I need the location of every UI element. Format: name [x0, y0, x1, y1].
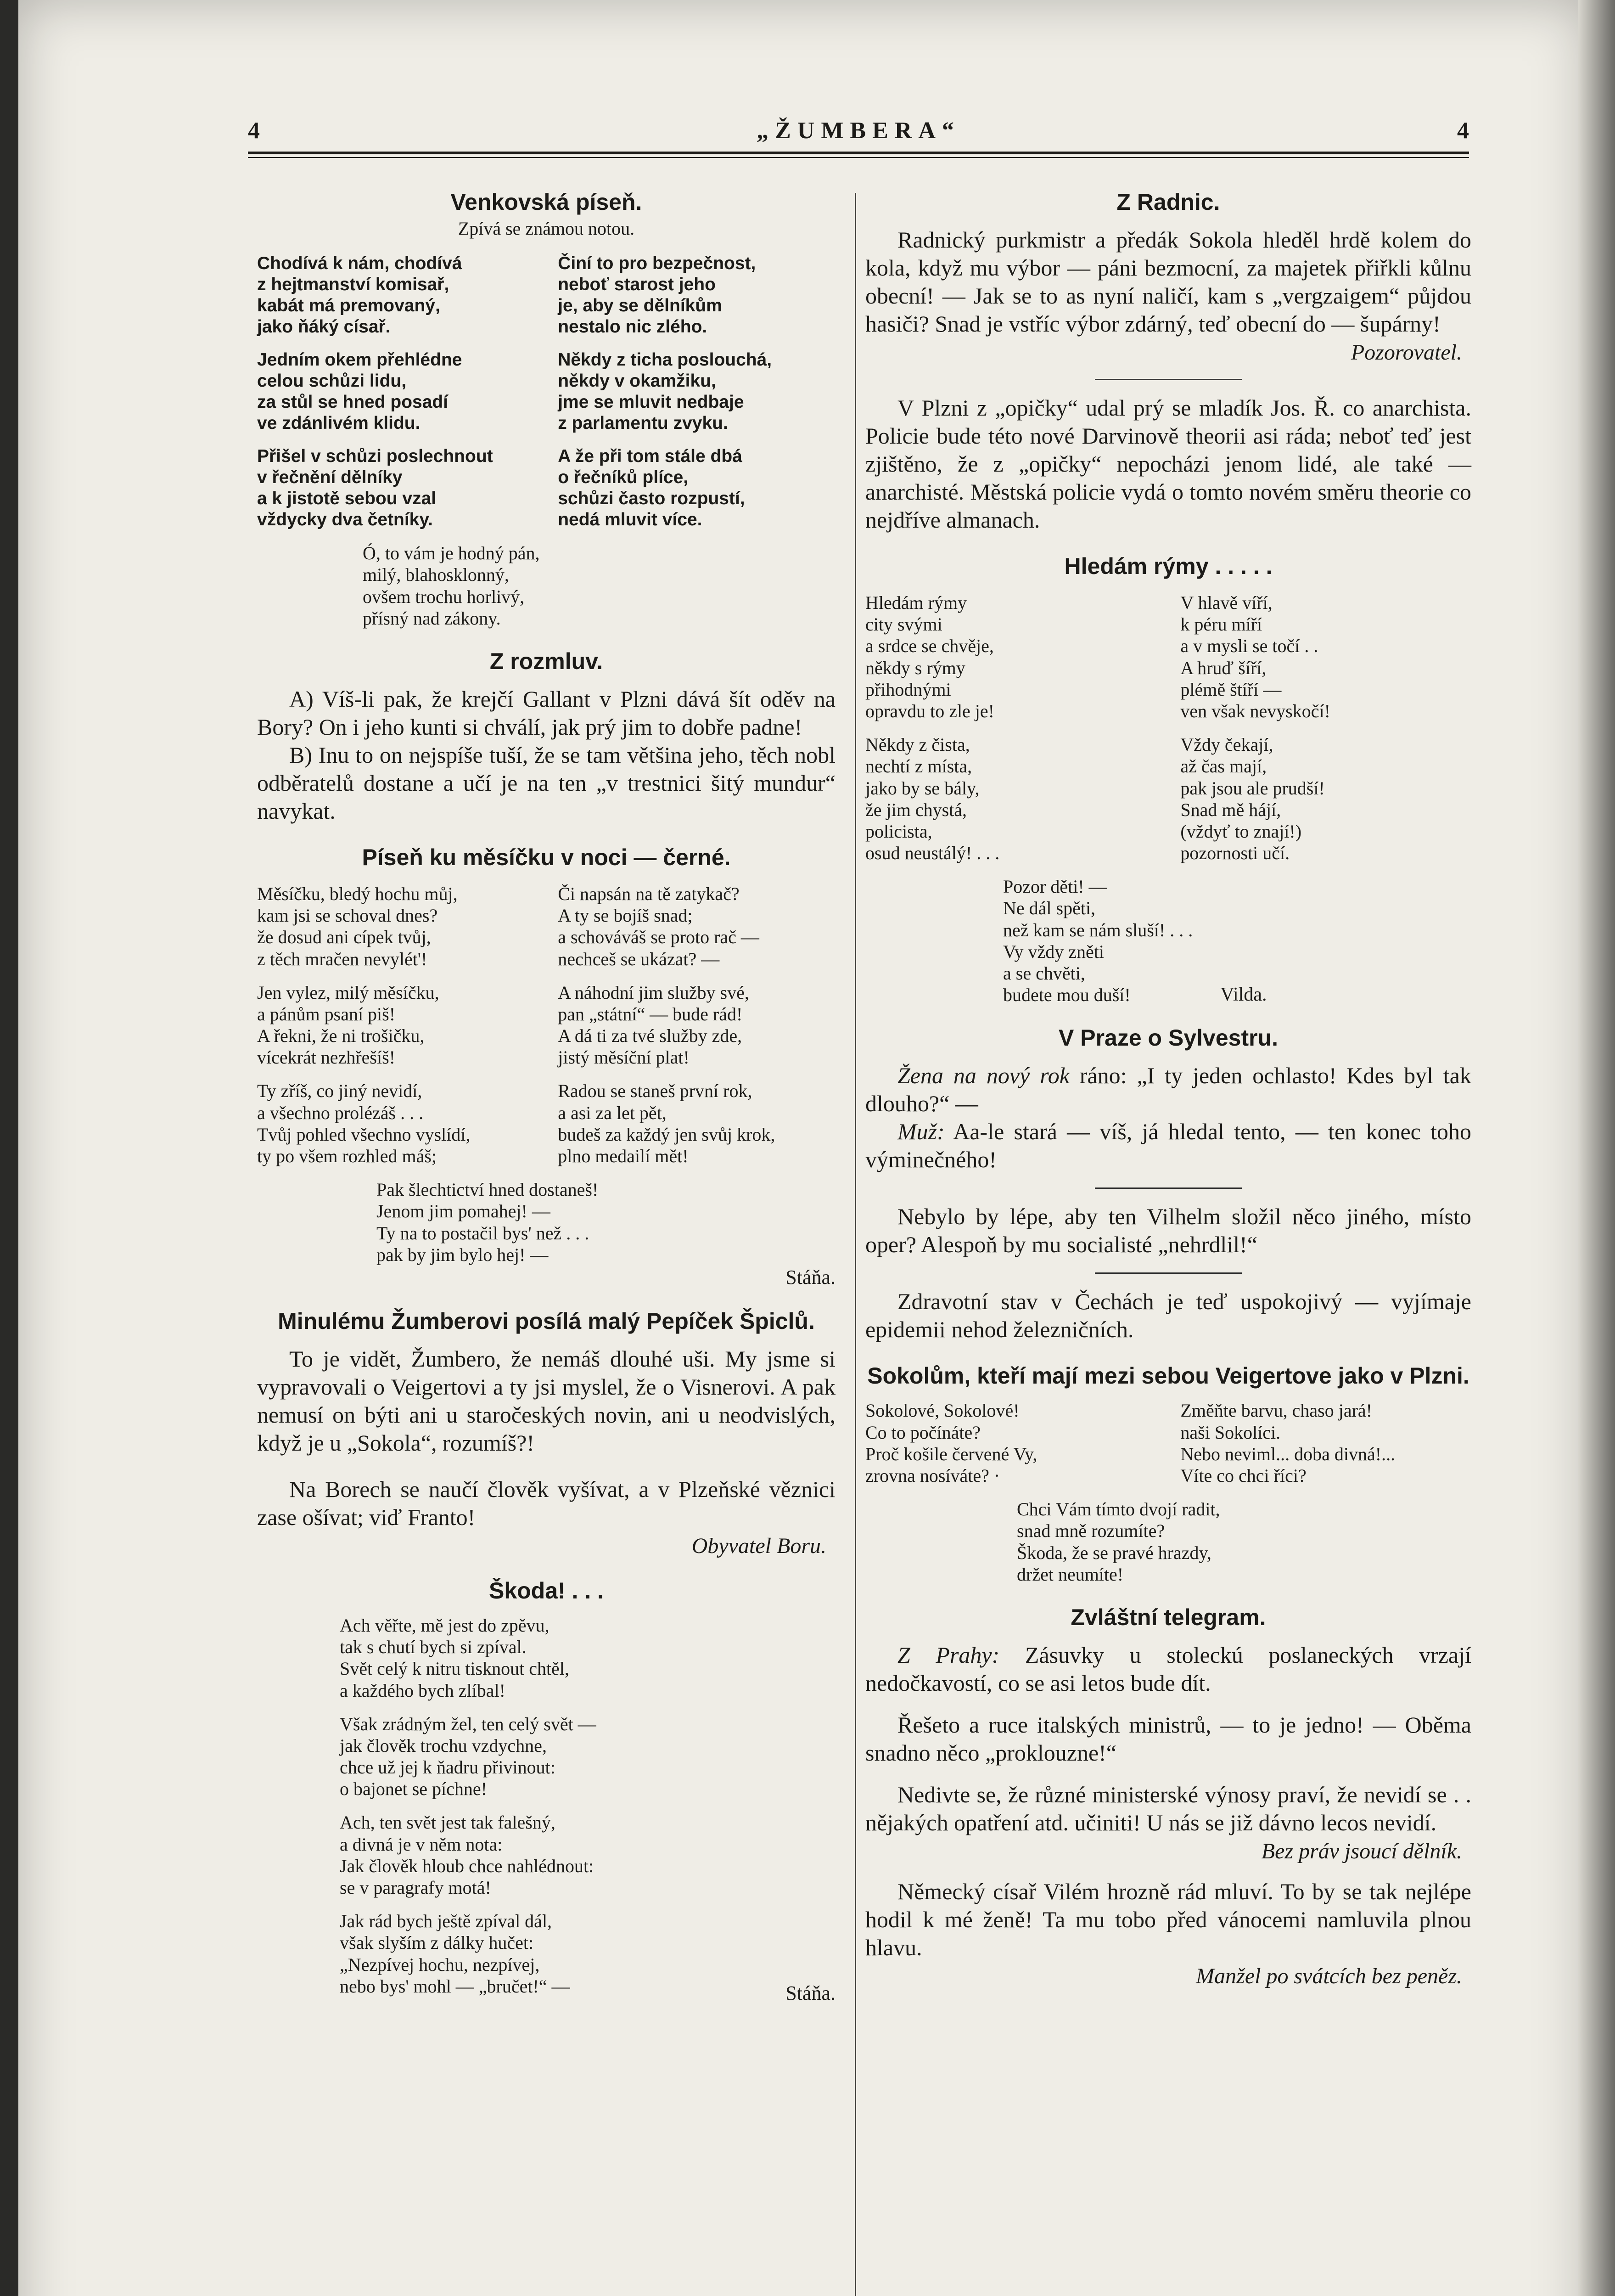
paragraph: [865, 1118, 1471, 1174]
signature: Bez práv jsoucí dělník.: [1261, 1839, 1462, 1863]
verse-block: [340, 1615, 836, 1997]
stanza-final: Pak šlechtictví hned dostaneš! Jenom jim pomahej! — Ty na to postačil bys' než . . . pak by jim bylo hej! —: [376, 1179, 599, 1265]
stanza-final: Pozor děti! — Ne dál spěti, než kam se nám sluší! . . . Vy vždy zněti a se chvěti, budete mou duší!: [1003, 876, 1193, 1006]
speaker-label: Žena na nový rok: [897, 1063, 1070, 1089]
header-rule-thin: [248, 157, 1469, 158]
verse-col-a: [257, 883, 535, 1179]
stanza: Však zrádným žel, ten celý svět — jak člověk trochu vzdychne, chce už jej k ňadru přivinout: o bajonet se píchne!: [340, 1713, 596, 1800]
heading-rozmluv: Z rozmluv.: [489, 648, 603, 674]
paragraph: Nebylo by lépe, aby ten Vilhelm složil něco jiného, místo oper? Alespoň by mu socialisté „nehrdlil!“: [865, 1204, 1471, 1258]
verse-col-b: [558, 253, 836, 542]
article-rozmluv: [257, 647, 836, 825]
paragraph: B) Inu to on nejspíše tuší, že se tam většina jeho, těch nobl odběratelů dostane a učí je na ten „v trestnici šitý mundur“ navykat.: [257, 742, 836, 824]
stanza: Či napsán na tě zatykač? A ty se bojíš snad; a schováváš se proto rač — nechceš se ukázat? —: [558, 883, 759, 969]
verse-col-a: [257, 253, 535, 542]
paragraph: Zdravotní stav v Čechách je teď uspokojivý — vyjímaje epidemii nehod železničních.: [865, 1289, 1471, 1343]
column-divider: [855, 193, 856, 2296]
subtitle-venkovska: Zpívá se známou notou.: [458, 218, 635, 239]
heading-mesicek: Píseň ku měsíčku v noci — černé.: [362, 844, 731, 870]
stanza-final: Chci Vám tímto dvojí radit, snad mně rozumíte? Škoda, že se pravé hrazdy, držet neumíte!: [1017, 1499, 1220, 1585]
speaker-label: Muž:: [897, 1119, 945, 1145]
page-edge: [1578, 0, 1615, 2296]
paragraph: Nedivte se, že různé ministerské výnosy praví, že nevidí se . . nějakých opatření atd. učiniti! U nás se již dávno lecos nevidí.: [865, 1781, 1471, 1835]
verse-col-a: [865, 592, 1156, 876]
article-borech: [257, 1475, 836, 1559]
paragraph: To je vidět, Žumbero, že nemáš dlouhé uši. My jsme si vypravovali o Veigertovi a ty jsi myslel, že o Visnerovi. A pak nemusí on býti ani u staročeských novin, ani u neodvislých, když je u „Sokola“, rozumíš?!: [257, 1345, 836, 1456]
paragraph: Řešeto a ruce italských ministrů, — to je jedno! — Oběma snadno něco „proklouzne!“: [865, 1711, 1471, 1766]
stanza: Ach věřte, mě jest do zpěvu, tak s chutí bych si zpíval. Svět celý k nitru tisknout chtěl, a každého bych zlíbal!: [340, 1615, 569, 1701]
stanza: A náhodní jim služby své, pan „státní“ — bude rád! A dá ti za tvé služby zde, jistý měsíční plat!: [558, 982, 749, 1068]
divider: [1095, 1272, 1242, 1274]
stanza: A že při tom stále dbá o řečníků plíce, schůzi často rozpustí, nedá mluvit více.: [558, 446, 745, 530]
article-radnic: [865, 188, 1471, 534]
heading-radnic: Z Radnic.: [1116, 189, 1220, 215]
heading-rymy: Hledám rýmy . . . . .: [1064, 553, 1273, 579]
stanza-final: Ó, to vám je hodný pán, milý, blahosklonný, ovšem trochu horlivý, přísný nad zákony.: [363, 543, 540, 629]
verse-columns: [257, 883, 836, 1179]
stanza: V hlavě víří, k péru míří a v mysli se točí . . A hruď šíří, plémě štíří — ven však nevyskočí!: [1180, 592, 1330, 721]
verse-columns: [865, 592, 1471, 876]
verse-col-b: [1180, 592, 1471, 876]
right-column: [865, 188, 1471, 1989]
stanza: Jedním okem přehlédne celou schůzi lidu, za stůl se hned posadí ve zdánlivém klidu.: [257, 350, 462, 433]
heading-telegram: Zvláštní telegram.: [1071, 1604, 1266, 1630]
signature: Stáňa.: [785, 1266, 836, 1289]
stanza: Činí to pro bezpečnost, neboť starost jeho je, aby se dělníkům nestalo nic zlého.: [558, 253, 756, 337]
verse-col-a: [865, 1400, 1156, 1498]
page-number-right: 4: [1457, 118, 1469, 144]
stanza: Změňte barvu, chaso jará! naši Sokolíci. Nebo neviml... doba divná!... Víte co chci říci?: [1180, 1400, 1396, 1486]
stanza: Hledám rýmy city svými a srdce se chvěje, někdy s rýmy přihodnými opravdu to zle je!: [865, 592, 994, 721]
left-column: [257, 188, 836, 2005]
speech-text: ráno: „I ty jeden ochlasto! Kdes byl tak dlouho?“ —: [865, 1063, 1471, 1117]
heading-minulemu: Minulému Žumberovi posílá malý Pepíček Špiclů.: [278, 1308, 815, 1334]
article-mesicek: [257, 844, 836, 1289]
divider: [1095, 1187, 1242, 1189]
page-header: [248, 117, 1469, 154]
stanza: Přišel v schůzi poslechnout v řečnění dělníky a k jistotě sebou vzal vždycky dva četníky.: [257, 446, 493, 530]
stanza: Ach, ten svět jest tak falešný, a divná je v něm nota: Jak člověk hloub chce nahlédnout: se v paragrafy motá!: [340, 1812, 594, 1898]
article-skoda: [257, 1577, 836, 2005]
masthead-title: „ŽUMBERA“: [757, 118, 960, 144]
article-praha: [865, 1024, 1471, 1344]
stanza: Jen vylez, milý měsíčku, a pánům psaní piš! A řekni, že ni trošičku, vícekrát nezhřešíš!: [257, 982, 439, 1068]
page-number-left: 4: [248, 118, 260, 144]
signature: Vilda.: [1220, 984, 1267, 1006]
stanza: Chodívá k nám, chodívá z hejtmanství komisař, kabát má premovaný, jako ňáký císař.: [257, 253, 462, 337]
verse-columns: [257, 253, 836, 542]
divider: [1095, 379, 1242, 380]
stanza: Někdy z ticha poslouchá, někdy v okamžiku, jme se mluvit nedbaje z parlamentu zvyku.: [558, 350, 772, 433]
verse-columns: [865, 1400, 1471, 1498]
header-rule: [248, 152, 1469, 154]
article-sokolum: [865, 1362, 1471, 1585]
heading-praha: V Praze o Sylvestru.: [1058, 1025, 1278, 1051]
stanza: Někdy z čista, nechtí z místa, jako by se bály, že jim chystá, policista, osud neustálý! . . .: [865, 734, 1000, 864]
heading-skoda: Škoda! . . .: [488, 1577, 604, 1604]
signature: Obyvatel Boru.: [691, 1533, 826, 1558]
stanza: Měsíčku, bledý hochu můj, kam jsi se schoval dnes? že dosud ani cípek tvůj, z těch mračen nevylét'!: [257, 883, 458, 969]
signature: Stáňa.: [785, 1981, 836, 2004]
rymy-final: [865, 876, 1471, 1006]
signature: Pozorovatel.: [1351, 340, 1462, 365]
paragraph: [865, 1062, 1471, 1118]
stanza: Jak rád bych ještě zpíval dál, však slyším z dálky hučet: „Nezpívej hochu, nezpívej, nebo bys' mohl — „bručet!“ —: [340, 1911, 570, 1997]
speech-text: Aa-le stará — víš, já hledal tento, — ten konec toho výminečného!: [865, 1119, 1471, 1173]
paragraph: Na Borech se naučí člověk vyšívat, a v Plzeňské věznici zase ošívat; viď Franto!: [257, 1476, 836, 1530]
paragraph: V Plzni z „opičky“ udal prý se mladík Jos. Ř. co anarchista. Policie bude této nové Darvinově theorii asi ráda; neboť teď jest zjištěno, že z „opičky“ nepocházi jenom lidé, ale také — anarchisté. Městská policie vydá o tomto novém směru theorie co nejdříve almanach.: [865, 395, 1471, 533]
verse-col-b: [1180, 1400, 1471, 1498]
article-venkovska: [257, 188, 836, 629]
article-telegram: [865, 1604, 1471, 1989]
paragraph: Německý císař Vilém hrozně rád mluví. To by se tak nejlépe hodil k mé ženě! Ta mu tobo před vánocemi namluvila plnou hlavu.: [865, 1878, 1471, 1960]
stanza: Sokolové, Sokolové! Co to počínáte? Proč košile červené Vy, zrovna nosíváte? ·: [865, 1400, 1037, 1486]
paragraph: [865, 1641, 1471, 1697]
place-label: Z Prahy:: [897, 1642, 1000, 1668]
heading-sokolum: Sokolům, kteří mají mezi sebou Veigertove jako v Plzni.: [867, 1363, 1469, 1389]
stanza: Ty zříš, co jiný nevidí, a všechno prolézáš . . . Tvůj pohled všechno vyslídí, ty po všem rozhled máš;: [257, 1080, 471, 1166]
verse-col-b: [558, 883, 836, 1179]
telegram-text: Zásuvky u stoleckú poslaneckých vrzají nedočkavostí, co se asi letos bude dít.: [865, 1642, 1472, 1696]
stanza: Vždy čekají, až čas mají, pak jsou ale prudší! Snad mě hájí, (vždyť to znají!) pozornosti učí.: [1180, 734, 1325, 864]
signature: Manžel po svátcích bez peněz.: [1196, 1964, 1462, 1988]
heading-venkovska: Venkovská píseň.: [450, 189, 642, 215]
paragraph: A) Víš-li pak, že krejčí Gallant v Plzni dává šít oděv na Bory? On i jeho kunti si chválí, jak prý jim to dobře padne!: [257, 686, 836, 740]
stanza: Radou se staneš první rok, a asi za let pět, budeš za každý jen svůj krok, plno medailí mět!: [558, 1080, 775, 1166]
paragraph: Radnický purkmistr a předák Sokola hleděl hrdě kolem do kola, když mu výbor — páni bezmocní, za majetek přiřkli kůlnu obecní! — Jak se to as nyní naličí, kam s „vergzaigem“ půjdou hasiči? Snad je vstříc výbor zdárný, teď obecní do — šupárny!: [865, 227, 1471, 337]
article-rymy: [865, 552, 1471, 1006]
article-minulemu: [257, 1307, 836, 1457]
